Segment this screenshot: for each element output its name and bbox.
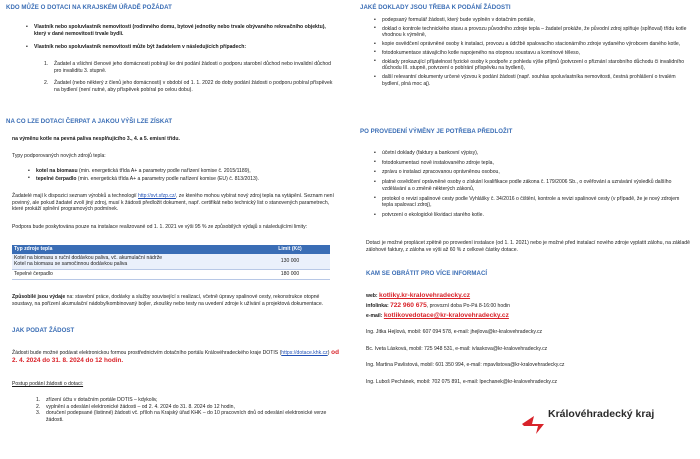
doc-item: ▪ kopie osvědčení oprávněné osoby k instalaci, provozu a údržbě spalovacího stacionárního zdroje vydaného výrobcem daného kotle,	[382, 41, 690, 48]
step-item: 2. vyplnění a odeslání elektronické žádosti – od 2. 4. 2024 do 31. 8. 2024 do 12 hodin,	[36, 403, 235, 410]
logo-text: Královéhradecký kraj	[548, 408, 655, 420]
heading-docs: JAKÉ DOKLADY JSOU TŘEBA K PODÁNÍ ŽÁDOSTI	[360, 4, 511, 11]
source-item: ▪ kotel na biomasu (min. energetická třída A+ a parametry podle nařízení komise č. 2015/1189),	[36, 168, 336, 175]
doc-item: ▪ další relevantní dokumenty určené výzvou k podání žádosti (např. souhlas spoluvlastníka nemovitosti, čestná prohlášení o trvalém bydlení, plná moc aj).	[382, 74, 690, 87]
who-item-2: ▪ Vlastník nebo spoluvlastník nemovitosti může být žadatelem v následujících případech:	[34, 44, 334, 51]
contact-person: Ing. Luboš Pechánek, mobil: 702 075 891, e-mail: lpechanek@kr-kralovehradecky.cz	[366, 379, 558, 386]
doc-item: ▪ doklady prokazující příjatelnost fyzické osoby k podpoře z pohledu výše příjmů (potvrzení o přiznání starobního důchodu či invalidního důchodu III. stupně, potvrzení o pobírání příspěvku na bydlení),	[382, 59, 690, 72]
after-list	[382, 150, 690, 219]
doc-item: ▪ podepsaný formulář žádosti, který bude vyplněn v dotačním portále,	[382, 17, 690, 24]
steps-list	[36, 397, 338, 424]
what-text: na výměnu kotle na pevná paliva nesplňujícího 3., 4. a 5. emisní třídu.	[12, 136, 180, 142]
who-item-1: ▪ Vlastník nebo spoluvlastník nemovitosti (rodinného domu, bytové jednotky nebo trvale obývaného rekreačního objektu), který v dané nemovitosti trvale bydlí.	[34, 24, 334, 37]
heading-what: NA CO LZE DOTACI ČERPAT A JAKOU VÝŠI LZE ZÍSKAT	[6, 118, 173, 125]
product-list-text: Žadatelé mají k dispozici seznam výrobků a technologií http://svt.sfzp.cz/, ze kterého mohou vybírat nový zdroj tepla na vytápění. Seznam není povinný, ale pokud žadatel zvolí jiný zdroj, musí k žádosti předložit dokument, např. certifikát nebo technický list o stanovených parametrech, které prokáží splnění programových podmínek.	[12, 193, 334, 213]
phone-number[interactable]: 722 960 675	[390, 302, 427, 309]
doc-item: ▪ doklad o kontrole technického stavu a provozu původního zdroje tepla – žadatel prokáže, že původní zdroj splňuje (spĺňoval) třídu kotle vhodnou k výměně,	[382, 26, 690, 39]
sources-intro: Typy podporovaných nových zdrojů tepla:	[12, 153, 106, 159]
svt-link[interactable]: http://svt.sfzp.cz/	[138, 193, 176, 199]
mail-link[interactable]: kotlikovedotace@kr-kralovehradecky.cz	[383, 312, 509, 319]
after-item: ▪ fotodokumentaci nově instalovaného zdroje tepla,	[382, 160, 690, 167]
contact-person: Ing. Jitka Hejlová, mobil: 607 094 578, e-mail: jhejlova@kr-kralovehradecky.cz	[366, 329, 543, 335]
support-table	[12, 245, 330, 280]
step-item: 1. zřízení účtu v dotačním portále DOTIS – kdykoliv,	[36, 397, 158, 403]
support-text: Podpora bude poskytována pouze na instalace realizované od 1. 1. 2021 ve výši 95 % ze způsobilých výdajů s následujícími limity:	[12, 224, 308, 230]
contact-mail: e-mail: kotlikovedotace@kr-kralovehradecky.cz	[366, 312, 509, 319]
step-item: 3. doručení podepsané (listinné) žádosti vč. příloh na Krajský úřad KHK – do 10 pracovních dnů od odeslání elektronické verze žádosti.	[36, 410, 327, 424]
contacts-list	[366, 329, 690, 386]
kraj-logo	[520, 404, 690, 440]
th-type: Typ zdroje tepla	[12, 245, 250, 254]
doc-item: ▪ fotodokumentace stávajícího kotle napojeného na otopnou soustavu a komínové těleso,	[382, 50, 690, 57]
web-link[interactable]: kotliky.kr-kralovehradecky.cz	[379, 292, 471, 299]
heading-apply: JAK PODAT ŽÁDOST	[12, 327, 75, 334]
case-item: 1. Žadatel a všichni členové jeho domácnosti pobírají ke dni podání žádosti o podporu starobní důchod nebo invalidní důchod pro invaliditu 3. stupně.	[44, 61, 331, 74]
steps-title: Postup podání žádosti o dotaci:	[12, 381, 84, 387]
table-row: Tepelné čerpadlo 180 000	[12, 270, 330, 280]
heading-contact: KAM SE OBRÁTIT PRO VÍCE INFORMACÍ	[366, 270, 488, 277]
apply-text: Žádosti bude možné podávat elektronickou formou prostřednictvím dotačního portálu Královéhradeckého kraje DOTIS (https://dotace.khk.cz) od 2. 4. 2024 do 31. 8. 2024 do 12 hodin.	[12, 349, 339, 365]
eligible-text: Způsobilé jsou výdaje na: stavební práce, dodávky a služby související s realizací, včetně úpravy spalinové cesty, rekonstrukce otopné soustavy, na pořízení akumulační nádoby/kombinovaný bojler, zkoušky nebo testy na uvedení zdroje k užívání a projektová dokumentace.	[12, 294, 324, 307]
after-note: Dotaci je možné proplácet zpětně po provedení instalace (od 1. 1. 2021) nebo je možné před instalací nového zdroje vyplatit zálohu, na základě zálohové faktury, z záloha ve výši až 60 % z celkové částky dotace.	[366, 240, 690, 253]
after-item: ▪ protokol o revizi spalinové cesty podle Vyhlášky č. 34/2016 o čištění, kontrole a revizi spalinové cesty (v případě, že je nový zdrojem tepla spalovací zdroj),	[382, 196, 690, 209]
contact-phone: infolinka: 722 960 675, provozní doba Po-Pá 8-16:00 hodin	[366, 302, 510, 309]
apply-dates: od 2. 4. 2024 do 31. 8. 2024 do 12 hodin.	[12, 349, 339, 365]
heading-who: KDO MŮŽE O DOTACI NA KRAJSKÉM ÚŘADĚ POŽÁDAT	[6, 4, 172, 11]
case-item: 2. Žadatel (nebo některý z členů jeho domácnosti) v období od 1. 1. 2022 do doby podání žádosti o podporu pobíral příspěvek na bydlení (není nutné, aby příspěvek pobíral po celou dobu).	[44, 80, 333, 94]
source-item: ▪ tepelné čerpadlo (min. energetická třída A+ a parametry podle nařízení komise (EU) č. 813/2013).	[36, 176, 336, 183]
sources-list	[36, 168, 336, 182]
contact-person: Bc. Iveta Lásková, mobil: 725 948 531, e-mail: ivlaskova@kr-kralovehradecky.cz	[366, 345, 548, 352]
contact-web: web: kotliky.kr-kralovehradecky.cz	[366, 292, 471, 299]
docs-list	[382, 17, 690, 87]
after-item: ▪ účetní doklady (faktury a bankovní výpisy),	[382, 150, 690, 157]
who-list	[34, 24, 334, 51]
after-item: ▪ zprávu o instalaci zpracovanou oprávněnou osobou,	[382, 169, 690, 176]
table-row: Kotel na biomasu s ruční dodávkou paliva, vč. akumulační nádrže Kotel na biomasu se samočinnou dodávkou paliva 130 000	[12, 254, 330, 270]
th-limit: Limit (Kč)	[250, 245, 330, 254]
heading-after: PO PROVEDENÍ VÝMĚNY JE POTŘEBA PŘEDLOŽIT	[360, 128, 513, 135]
after-item: ▪ platné osvědčení oprávněné osoby o získání kvalifikace podle zákona č. 179/2006 Sb., o ověřování a uznávání výsledků dalšího vzdělávání a o změně některých zákonů,	[382, 179, 690, 192]
cases-list	[44, 61, 336, 94]
dotis-link[interactable]: https://dotace.khk.cz	[281, 350, 328, 356]
after-item: ▪ potvrzení o ekologické likvidaci starého kotle.	[382, 212, 690, 219]
contact-person: Ing. Martina Pavlistová, mobil: 601 350 994, e-mail: mpavlistova@kr-kralovehradecky.cz	[366, 362, 565, 369]
